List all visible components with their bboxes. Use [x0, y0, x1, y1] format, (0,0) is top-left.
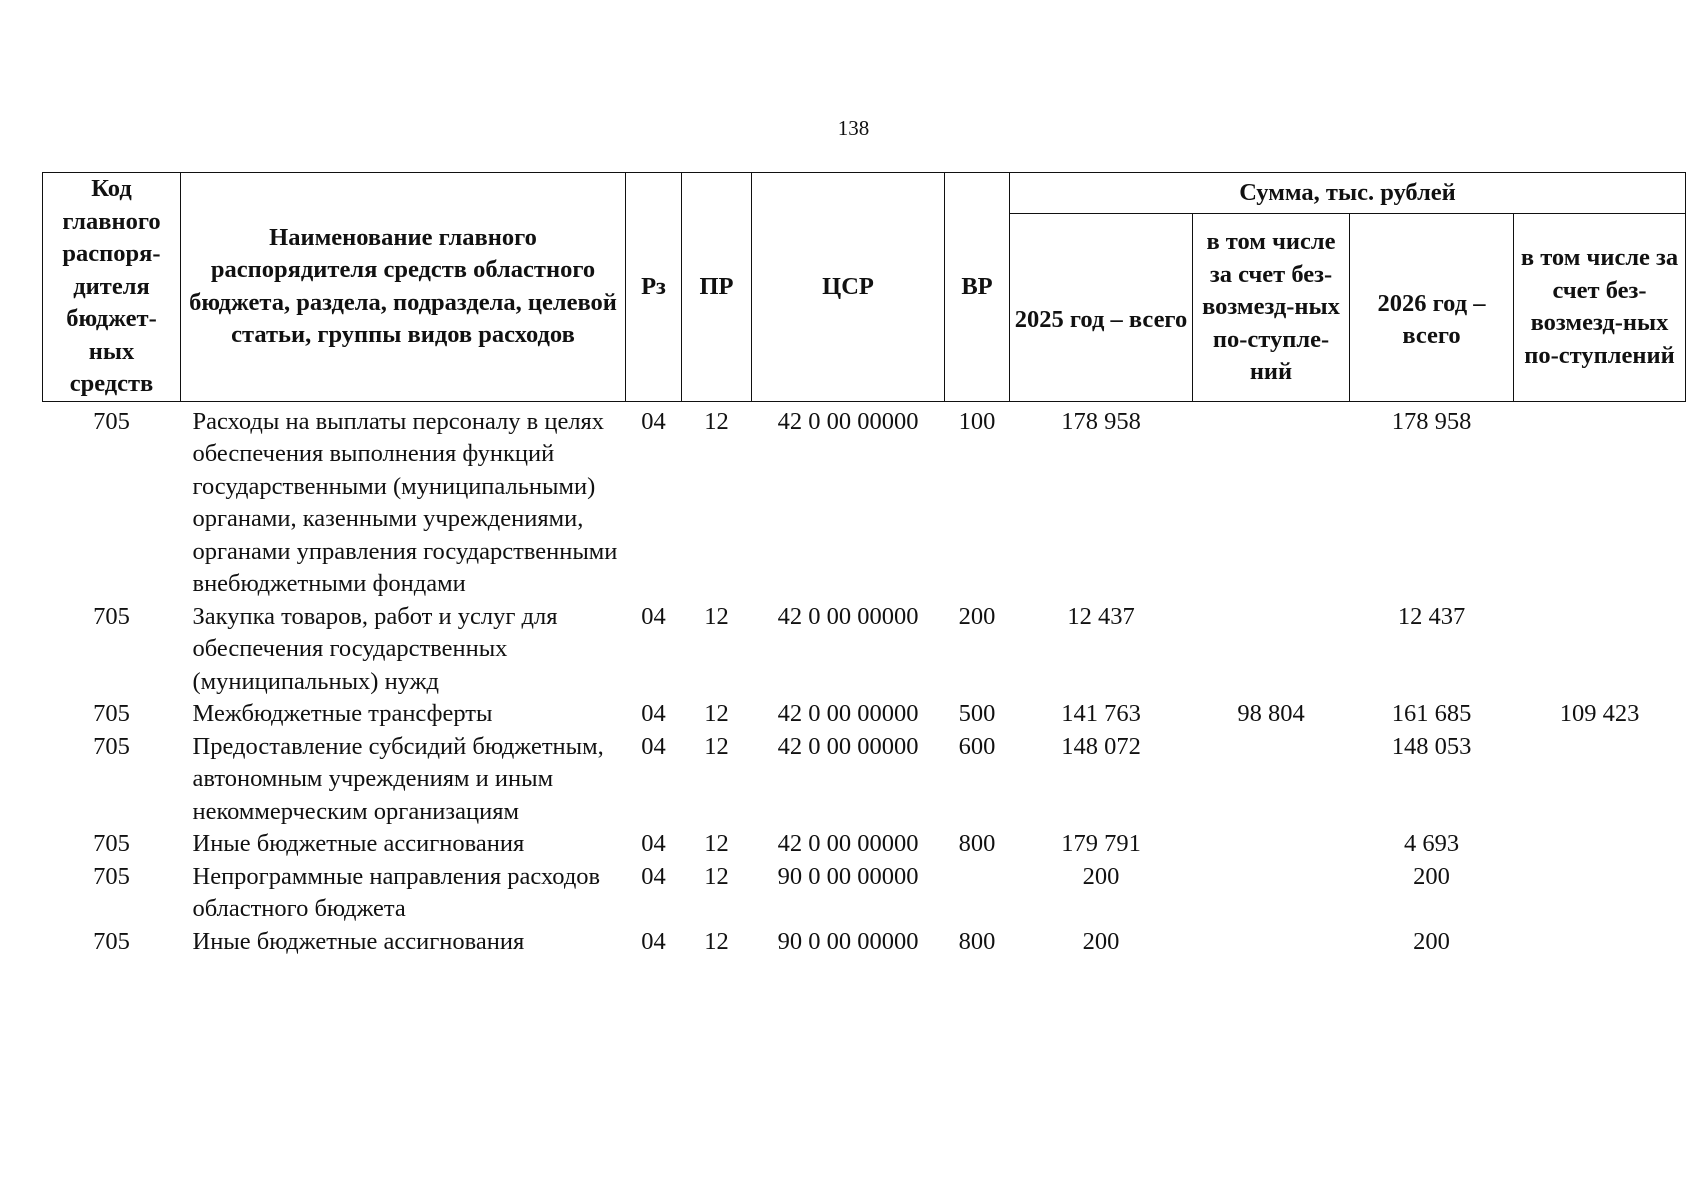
cell-rz: 04 [641, 830, 666, 857]
cell-vr: 500 [958, 700, 996, 727]
header-2026-free: в том числе за счет без-возмезд-ных по-ступлений [1514, 214, 1686, 402]
cell-rz: 04 [641, 927, 666, 955]
cell-2025-total: 200 [1082, 862, 1120, 890]
header-rz: Рз [626, 173, 682, 402]
table-row [43, 401, 1686, 601]
cell-vr: 100 [958, 407, 996, 435]
cell-2025-total: 141 763 [1061, 700, 1141, 727]
cell-name: Предоставление субсидий бюджетным, автономным учреждениям и иным некоммерческим организациям [192, 732, 604, 825]
cell-rz: 04 [641, 862, 666, 890]
cell-name: Иные бюджетные ассигнования [192, 830, 525, 857]
cell-2026-total: 178 958 [1391, 407, 1472, 435]
cell-2025-free [1193, 926, 1350, 959]
cell-csr: 90 0 00 00000 [777, 927, 919, 955]
cell-pr: 12 [704, 602, 729, 630]
cell-csr: 42 0 00 00000 [777, 830, 919, 857]
cell-vr [945, 861, 1010, 926]
cell-2025-free [1193, 828, 1350, 861]
cell-2025-total: 179 791 [1061, 830, 1141, 857]
cell-2025-total: 12 437 [1067, 602, 1135, 630]
header-csr: ЦСР [752, 173, 945, 402]
cell-pr: 12 [704, 407, 729, 435]
cell-2026-free [1514, 926, 1686, 959]
cell-2025-free [1193, 401, 1350, 601]
budget-table [42, 172, 1686, 958]
cell-2026-free [1514, 401, 1686, 601]
cell-csr: 42 0 00 00000 [777, 700, 919, 727]
table-row [43, 828, 1686, 861]
cell-2025-free: 98 804 [1237, 700, 1305, 727]
cell-2026-free [1514, 828, 1686, 861]
cell-rz: 04 [641, 732, 666, 760]
cell-csr: 42 0 00 00000 [777, 732, 919, 760]
cell-vr: 800 [958, 830, 996, 857]
cell-code: 705 [93, 732, 130, 760]
table-row [43, 698, 1686, 731]
cell-code: 705 [93, 700, 130, 727]
cell-vr: 600 [958, 732, 996, 760]
cell-code: 705 [93, 927, 130, 955]
header-2026-total: 2026 год – всего [1350, 214, 1514, 402]
cell-2025-total: 148 072 [1061, 732, 1141, 760]
cell-name: Расходы на выплаты персоналу в целях обеспечения выполнения функций государственными (муниципальными) органами, казенными учреждениями, органами управления государственными внебюджетными фондами [192, 407, 618, 597]
cell-rz: 04 [641, 700, 666, 727]
cell-name: Межбюджетные трансферты [192, 700, 493, 727]
cell-name: Закупка товаров, работ и услуг для обеспечения государственных (муниципальных) нужд [192, 602, 558, 695]
header-code: Код главного распоря-дителя бюджет-ных средств [43, 173, 181, 402]
cell-csr: 42 0 00 00000 [777, 602, 919, 630]
cell-pr: 12 [704, 862, 729, 890]
cell-csr: 42 0 00 00000 [777, 407, 919, 435]
cell-2026-total: 148 053 [1391, 732, 1472, 760]
cell-2026-free [1514, 731, 1686, 829]
header-2025-free: в том числе за счет без-возмезд-ных по-ступле-ний [1193, 214, 1350, 402]
page-number: 138 [837, 116, 870, 140]
cell-rz: 04 [641, 407, 666, 435]
cell-2026-total: 4 693 [1403, 830, 1460, 857]
cell-name: Непрограммные направления расходов областного бюджета [192, 862, 601, 922]
cell-2026-free: 109 423 [1559, 700, 1640, 727]
cell-2025-total: 200 [1082, 927, 1120, 955]
cell-name: Иные бюджетные ассигнования [192, 927, 525, 955]
cell-2026-total: 200 [1413, 862, 1450, 890]
cell-vr: 200 [958, 602, 996, 630]
table-row [43, 601, 1686, 699]
cell-2026-free [1514, 601, 1686, 699]
cell-2025-free [1193, 601, 1350, 699]
header-sum: Сумма, тыс. рублей [1010, 173, 1686, 214]
table-body [43, 401, 1686, 958]
cell-2026-total: 200 [1413, 927, 1450, 955]
cell-pr: 12 [704, 700, 729, 727]
header-2025-total: 2025 год – всего [1010, 214, 1193, 402]
header-vr: ВР [945, 173, 1010, 402]
table-row [43, 861, 1686, 926]
cell-code: 705 [93, 407, 130, 435]
table-row [43, 926, 1686, 959]
cell-rz: 04 [641, 602, 666, 630]
cell-code: 705 [93, 862, 130, 890]
cell-csr: 90 0 00 00000 [777, 862, 919, 890]
header-name: Наименование главного распорядителя средств областного бюджета, раздела, подраздела, целевой статьи, группы видов расходов [181, 173, 626, 402]
header-pr: ПР [682, 173, 752, 402]
cell-pr: 12 [704, 927, 729, 955]
cell-pr: 12 [704, 830, 729, 857]
cell-2026-free [1514, 861, 1686, 926]
table-header [43, 173, 1686, 402]
cell-2025-free [1193, 861, 1350, 926]
cell-vr: 800 [958, 927, 996, 955]
table-row [43, 731, 1686, 829]
cell-2025-total: 178 958 [1061, 407, 1141, 435]
cell-pr: 12 [704, 732, 729, 760]
cell-2026-total: 12 437 [1397, 602, 1466, 630]
cell-code: 705 [93, 602, 130, 630]
cell-2026-total: 161 685 [1391, 700, 1472, 727]
cell-code: 705 [93, 830, 130, 857]
cell-2025-free [1193, 731, 1350, 829]
